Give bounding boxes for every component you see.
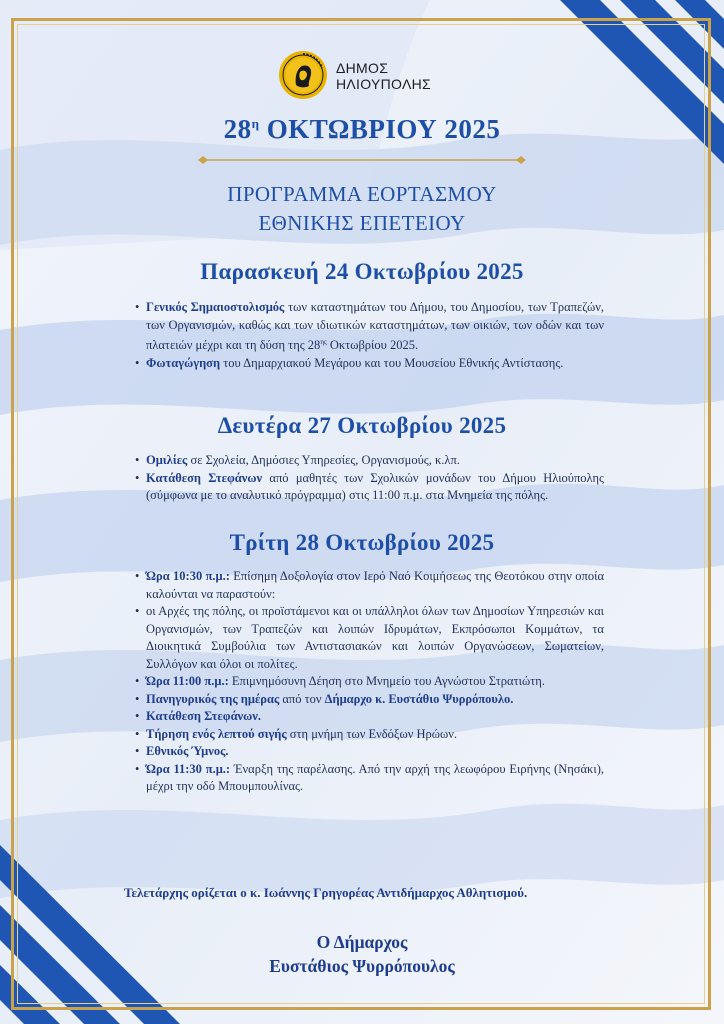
list-item: [130, 673, 604, 691]
subtitle-line2: ΕΘΝΙΚΗΣ ΕΠΕΤΕΙΟΥ: [258, 211, 466, 235]
item-text: από μαθητές των Σχολικών μονάδων του Δήμου Ηλιούπολης (σύμφωνα με το αναλυτικό πρόγραμμα) στις 11:00 π.μ. στα Μνημεία της πόλης.: [146, 470, 604, 502]
item-bold: Ώρα 11:00 π.μ.:: [146, 674, 229, 688]
item-bold: Ομιλίες: [146, 453, 188, 467]
list-item: [130, 691, 604, 709]
list-item: [130, 708, 604, 726]
signature-name: Ευστάθιος Ψυρρόπουλος: [269, 956, 455, 976]
list-item: [130, 470, 604, 505]
item-bold: Κατάθεση Στεφάνων.: [146, 709, 261, 723]
item-bold: Ώρα 10:30 π.μ.:: [146, 569, 230, 583]
item-text: στη μνήμη των Ενδόξων Ηρώων.: [286, 726, 458, 741]
item-text-after: Οκτωβρίου 2025.: [326, 338, 419, 353]
list-item: [130, 743, 604, 761]
tuesday-list: [130, 568, 604, 796]
title-day-suffix: η: [251, 116, 260, 131]
item-text: σε Σχολεία, Δημόσιες Υπηρεσίες, Οργανισμούς, κ.λπ.: [187, 453, 460, 467]
list-item: [130, 726, 604, 744]
monday-list: [130, 452, 604, 505]
list-item: [130, 299, 604, 355]
item-text: των καταστημάτων του Δήμου, του Δημοσίου, των Τραπεζών, των Οργανισμών, καθώς και των ιδιωτικών καταστημάτων, των οικιών, των οδών και των πλατειών μέχρι και τη δύση της 28: [146, 300, 604, 353]
item-text: Επιμνημόσυνη Δέηση στο Μνημείο του Αγνώστου Στρατιώτη.: [228, 674, 545, 688]
gold-frame: [11, 18, 711, 1010]
municipality-logo: [278, 50, 446, 100]
program-subtitle: [0, 180, 724, 238]
item-bold: Γενικός Σημαιοστολισμός: [146, 300, 285, 314]
logo-name-line1: ΔΗΜΟΣ: [336, 60, 389, 76]
subtitle-line1: ΠΡΟΓΡΑΜΜΑ ΕΟΡΤΑΣΜΟΥ: [227, 182, 497, 206]
title-rest: ΟΚΤΩΒΡΙΟΥ 2025: [266, 114, 501, 144]
list-item: [130, 452, 604, 470]
item-bold: Εθνικός Ύμνος.: [146, 744, 229, 758]
logo-name-line2: ΗΛΙΟΥΠΟΛΗΣ: [336, 76, 431, 92]
list-item: [130, 761, 604, 796]
item-bold: Φωταγώγηση: [146, 355, 221, 370]
ceremony-master-note: Τελετάρχης ορίζεται ο κ. Ιωάννης Γρηγορέας Αντιδήμαρχος Αθλητισμού.: [124, 885, 528, 900]
item-text: οι Αρχές της πόλης, οι προϊστάμενοι και οι υπάλληλοι όλων των Δημοσίων Υπηρεσιών και Οργανισμών, των Τραπεζών και λοιπών Ιδρυμάτων, Εκπρόσωποι Κομμάτων, τα Διοικητικά Συμβούλια των Αντιστασιακών και λοιπών Οργανώσεων, Σωματείων, Συλλόγων και όλοι οι πολίτες.: [146, 604, 604, 671]
page-title: [0, 114, 724, 145]
item-text: Έναρξη της παρέλασης. Από την αρχή της λεωφόρου Ειρήνης (Νησάκι), μέχρι την οδό Μπουμπουλίνας.: [146, 761, 605, 793]
item-bold-2: Δήμαρχο κ. Ευστάθιο Ψυρρόπουλο.: [324, 691, 514, 706]
item-bold: Τήρηση ενός λεπτού σιγής: [146, 726, 287, 741]
gold-divider: [198, 156, 526, 164]
signature-block: [0, 930, 724, 978]
day-heading-friday: Παρασκευή 24 Οκτωβρίου 2025: [200, 259, 524, 284]
list-item: [130, 568, 604, 603]
item-text: του Δημαρχιακού Μεγάρου και του Μουσείου Εθνικής Αντίστασης.: [220, 355, 564, 370]
list-item: [130, 355, 604, 373]
municipality-seal-icon: [278, 50, 328, 100]
item-bold: Ώρα 11:30 π.μ.:: [146, 761, 231, 776]
day-heading-monday: Δευτέρα 27 Οκτωβρίου 2025: [217, 413, 507, 438]
item-sup: ης: [320, 338, 327, 346]
day-heading-tuesday: Τρίτη 28 Οκτωβρίου 2025: [229, 530, 495, 555]
title-day-number: 28: [223, 114, 252, 144]
list-item: [130, 603, 604, 673]
friday-list: [130, 299, 604, 372]
item-text: Επίσημη Δοξολογία στον Ιερό Ναό Κοιμήσεως της Θεοτόκου στην οποία καλούνται να παραστούν:: [146, 569, 604, 601]
signature-role: Ο Δήμαρχος: [316, 932, 408, 952]
item-bold: Πανηγυρικός της ημέρας: [146, 691, 280, 706]
item-text: από τον: [279, 691, 325, 706]
item-bold: Κατάθεση Στεφάνων: [146, 470, 263, 485]
